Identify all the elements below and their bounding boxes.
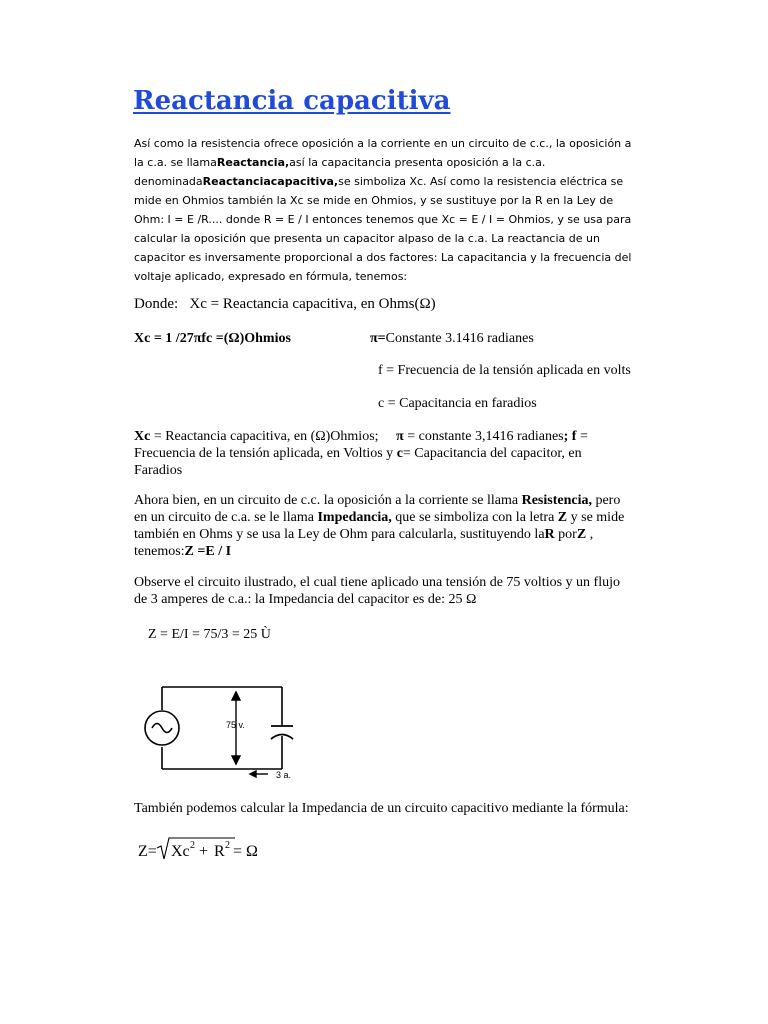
intro-text-1: Así como la resistencia ofrece oposición a la corriente en un circuito de c.c., la oposición a la c.a. se llama (134, 137, 632, 169)
formula-r-exponent: 2 (225, 840, 230, 851)
page-title: Reactancia capacitiva (133, 86, 451, 116)
current-label: 3 a. (276, 770, 292, 780)
circuit-wires (162, 687, 282, 769)
xc-definitions-paragraph (134, 428, 624, 479)
voltage-label: 75 v. (226, 720, 245, 730)
intro-paragraph (134, 134, 634, 286)
tambien-paragraph: También podemos calcular la Impedancia de un circuito capacitivo mediante la fórmula: (134, 801, 629, 816)
formula-equals-ohm: = Ω (233, 843, 258, 860)
c-definition: c = Capacitancia en faradios (378, 396, 537, 411)
resistencia-bold: Resistencia, (521, 493, 592, 508)
formula-plus: + (199, 843, 209, 860)
ahora-text-1: Ahora bien, en un circuito de c.c. la oposición a la corriente se llama (134, 493, 522, 508)
ahora-text-2: pero en un circuito de c.a. se le llama (134, 493, 621, 525)
ahora-text-5: por (554, 527, 577, 542)
ahora-text-6: , tenemos: (134, 527, 594, 559)
z-bold-2: Z (576, 527, 587, 542)
z-bold: Z (557, 510, 568, 525)
intro-text-2: así la capacitancia presenta oposición a la c.a. denominada (134, 156, 546, 188)
current-arrow-icon (250, 771, 268, 777)
xc-def-text-4: = Capacitancia del capacitor, en Faradios (134, 446, 582, 478)
donde-text: Xc = Reactancia capacitiva, en Ohms(Ω) (189, 296, 436, 312)
xc-def-text-3: = Frecuencia de la tensión aplicada, en Voltios y (134, 429, 588, 461)
f-definition: f = Frecuencia de la tensión aplicada en volts (378, 363, 631, 378)
xc-def-text-2: = constante 3,1416 radianes (403, 429, 564, 444)
observe-paragraph: Observe el circuito ilustrado, el cual tiene aplicado una tensión de 75 voltios y un flujo de 3 amperes de c.a.: la Impedancia del capacitor es de: 25 Ω (134, 575, 620, 607)
z-calculation: Z = E/I = 75/3 = 25 Ù (148, 627, 271, 642)
impedancia-bold: Impedancia, (317, 510, 392, 525)
xc-def-text-1: = Reactancia capacitiva, en (Ω)Ohmios; (150, 429, 379, 444)
formula-z: Z= (138, 843, 157, 860)
formula-xc-exponent: 2 (190, 840, 195, 851)
formula-xc: Xc (171, 843, 190, 860)
ac-source-icon (145, 711, 179, 745)
r-bold: R (544, 527, 555, 542)
ahora-paragraph (134, 492, 634, 560)
ahora-text-3: que se simboliza con la letra (391, 510, 558, 525)
pi-line (370, 330, 534, 347)
intro-text-3: se simboliza Xc. Así como la resistencia eléctrica se mide en Ohmios también la Xc se mide en Ohmios, y se sustituye por la R en la Ley de Ohm: I = E /R.... donde R = E / I entonces tenemos que Xc = E / I = Ohmios, y se usa para calcular la oposición que presenta un capacitor alpaso de la c.a. La reactancia de un capacitor es inversamente proporcional a dos factores: La capacitancia y la frecuencia del voltaje aplicado, expresado en fórmula, tenemos: (134, 175, 632, 283)
circuit-diagram (140, 684, 300, 784)
pi-text: Constante 3.1416 radianes (385, 331, 534, 346)
pi-symbol: π= (370, 331, 386, 346)
intro-bold-reactancia-capacitiva: Reactanciacapacitiva, (202, 175, 339, 188)
ohm-law-z: Z =E / I (184, 544, 232, 559)
xc-bold: Xc (134, 429, 151, 444)
xc-formula: Xc = 1 /27πfc =(Ω)Ohmios (134, 331, 291, 346)
impedance-formula (136, 832, 266, 866)
c-bold: c (396, 446, 403, 461)
ahora-text-4: y se mide también en Ohms y se usa la Ley de Ohm para calcularla, sustituyendo la (134, 510, 625, 542)
donde-line (134, 296, 436, 313)
donde-label: Donde: (134, 296, 179, 312)
pi-bold: π (396, 429, 404, 444)
f-bold: ; f (563, 429, 577, 444)
intro-bold-reactancia: Reactancia, (216, 156, 290, 169)
formula-r: R (214, 843, 225, 860)
